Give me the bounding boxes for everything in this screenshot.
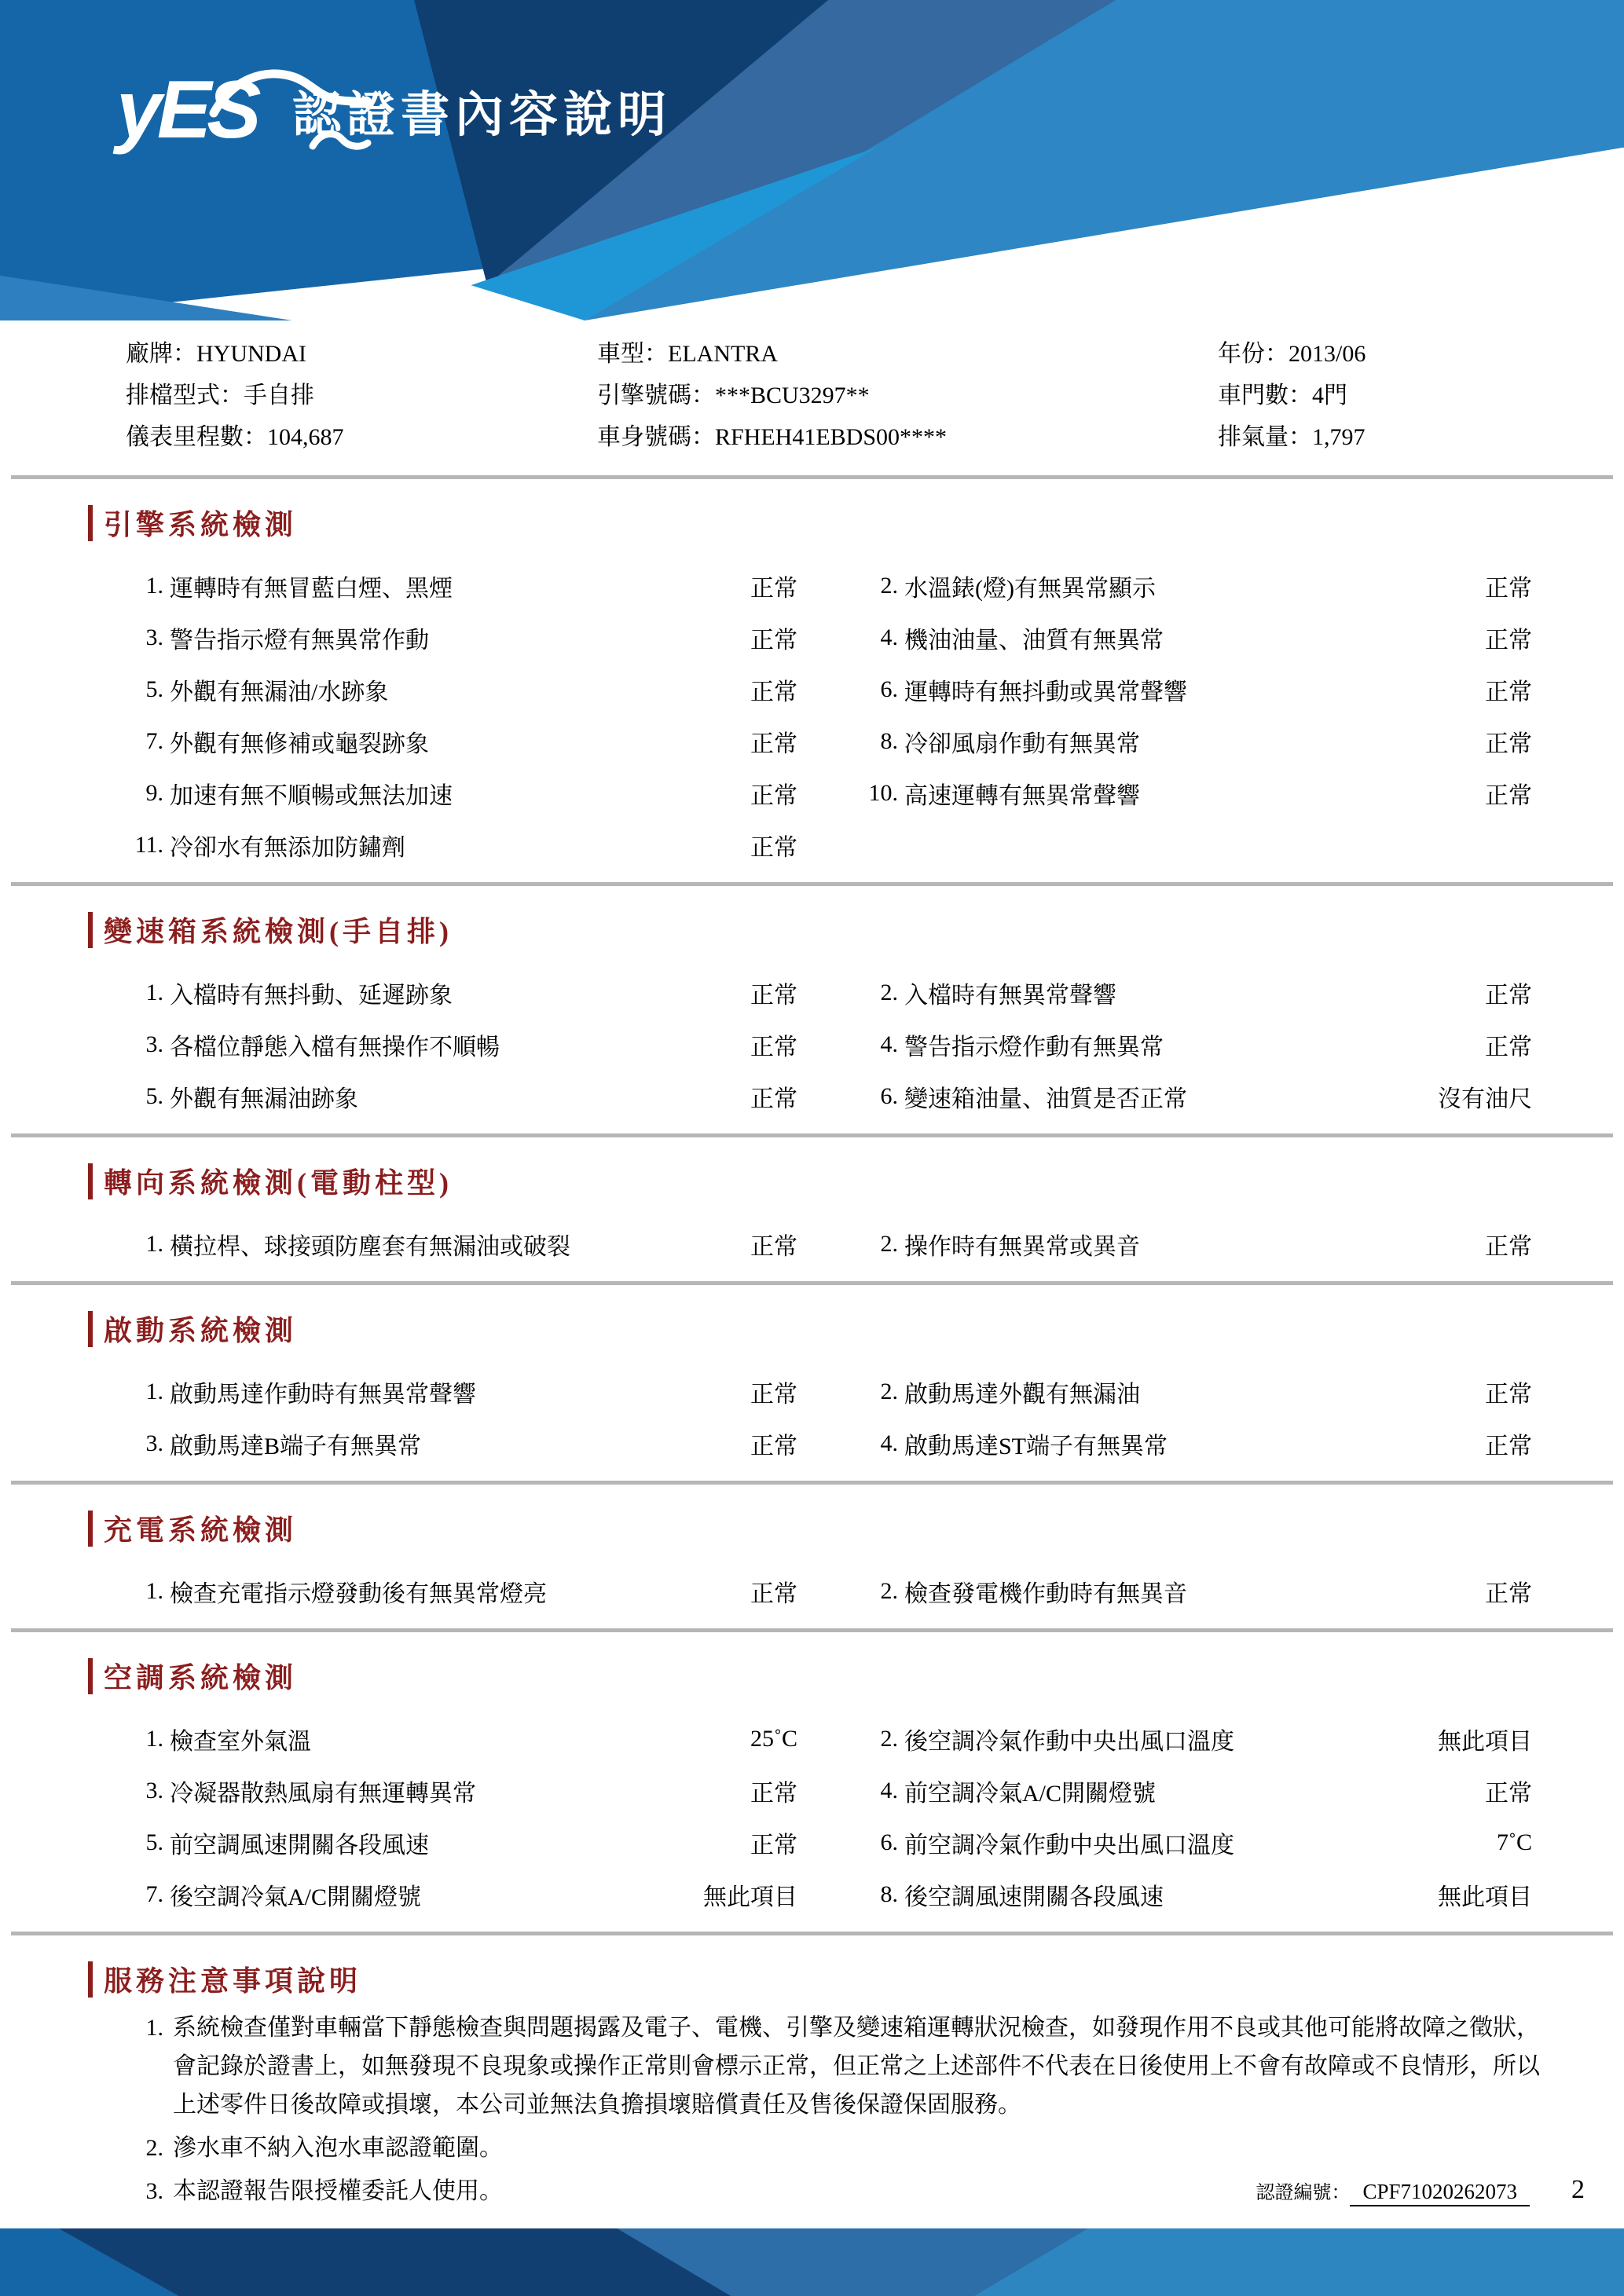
vehicle-brand: 廠牌：HYUNDAI bbox=[126, 341, 306, 367]
item-value: 正常 bbox=[1485, 1382, 1532, 1408]
section-title: 轉向系統檢測(電動柱型) bbox=[88, 1161, 1624, 1201]
inspection-item: 6. 變速箱油量、油質是否正常 沒有油尺 bbox=[852, 1071, 1532, 1122]
section-title: 充電系統檢測 bbox=[88, 1508, 1624, 1548]
item-value: 正常 bbox=[1485, 1034, 1532, 1060]
inspection-item: 3. 各檔位靜態入檔有無操作不順暢 正常 bbox=[118, 1019, 797, 1071]
inspection-item: 2. 檢查發電機作動時有無異音 正常 bbox=[852, 1565, 1532, 1617]
section-divider bbox=[11, 475, 1613, 479]
inspection-item: 6. 運轉時有無抖動或異常聲響 正常 bbox=[852, 664, 1532, 716]
item-value: 正常 bbox=[1485, 576, 1532, 602]
section-title: 空調系統檢測 bbox=[88, 1656, 1624, 1696]
yes-logo-text: yES bbox=[116, 64, 257, 156]
item-value: 正常 bbox=[750, 1434, 797, 1459]
vehicle-odometer: 儀表里程數：104,687 bbox=[126, 424, 344, 450]
page-number: 2 bbox=[1571, 2175, 1585, 2204]
item-value: 正常 bbox=[750, 1034, 797, 1060]
section-title: 引擎系統檢測 bbox=[88, 503, 1624, 543]
section-aircon bbox=[0, 1656, 1624, 1935]
note-item: 1. 系統檢查僅對車輛當下靜態檢查與問題揭露及電子、電機、引擎及變速箱運轉狀況檢查，如發現作用不良或其他可能將故障之徵狀，會記錄於證書上，如無發現不良現象或操作正常則會標示正常，但正常之上述部件不代表在日後使用上不會有故障或不良情形，所以上述零件日後故障或損壞，本公司並無法負擔損壞賠償責任及售後保證保固服務。 bbox=[145, 2015, 1540, 2118]
item-value: 正常 bbox=[750, 1581, 797, 1607]
inspection-item: 7. 後空調冷氣A/C開關燈號 無此項目 bbox=[118, 1869, 797, 1921]
inspection-item: 10. 高速運轉有無異常聲響 正常 bbox=[852, 767, 1532, 819]
certificate-number-field bbox=[1256, 2172, 1577, 2213]
inspection-item: 3. 警告指示燈有無異常作動 正常 bbox=[118, 612, 797, 664]
item-value: 正常 bbox=[1485, 1234, 1532, 1260]
note-item: 3. 本認證報告限授權委託人使用。 認證編號： CPF71020262073 bbox=[0, 2172, 1624, 2213]
item-value: 正常 bbox=[750, 576, 797, 602]
inspection-item: 5. 外觀有無漏油/水跡象 正常 bbox=[118, 664, 797, 716]
section-transmission bbox=[0, 910, 1624, 1137]
inspection-item: 1. 運轉時有無冒藍白煙、黑煙 正常 bbox=[118, 560, 797, 612]
inspection-item: 4. 機油油量、油質有無異常 正常 bbox=[852, 612, 1532, 664]
vehicle-info bbox=[0, 320, 1624, 469]
note-item: 2. 滲水車不納入泡水車認證範圍。 bbox=[145, 2135, 503, 2161]
title-bar bbox=[88, 1511, 93, 1547]
certificate-number: CPF71020262073 bbox=[1350, 2180, 1530, 2206]
item-value: 正常 bbox=[750, 1781, 797, 1807]
section-divider bbox=[11, 1481, 1613, 1485]
section-starter bbox=[0, 1309, 1624, 1485]
title-bar bbox=[88, 1163, 93, 1199]
inspection-item: 3. 冷凝器散熱風扇有無運轉異常 正常 bbox=[118, 1765, 797, 1817]
inspection-item: 1. 檢查充電指示燈發動後有無異常燈亮 正常 bbox=[118, 1565, 797, 1617]
item-value: 正常 bbox=[750, 835, 797, 861]
item-value: 正常 bbox=[750, 1382, 797, 1408]
item-value: 7˚C bbox=[1497, 1829, 1532, 1855]
section-service-notes bbox=[0, 1959, 1624, 2221]
item-value: 正常 bbox=[750, 783, 797, 809]
inspection-item: 1. 入檔時有無抖動、延遲跡象 正常 bbox=[118, 967, 797, 1019]
certificate-number-label: 認證編號： bbox=[1256, 2183, 1351, 2203]
item-value: 無此項目 bbox=[1438, 1884, 1532, 1910]
item-value: 正常 bbox=[1485, 1434, 1532, 1459]
inspection-item: 9. 加速有無不順暢或無法加速 正常 bbox=[118, 767, 797, 819]
item-value: 正常 bbox=[1485, 1781, 1532, 1807]
vehicle-vin: 車身號碼：RFHEH41EBDS00**** bbox=[597, 424, 948, 450]
vehicle-transmission-type: 排檔型式：手自排 bbox=[126, 383, 314, 408]
item-value: 正常 bbox=[1485, 679, 1532, 705]
inspection-item: 1. 橫拉桿、球接頭防塵套有無漏油或破裂 正常 bbox=[118, 1218, 797, 1270]
section-divider bbox=[11, 1281, 1613, 1285]
inspection-item: 11. 冷卻水有無添加防鏽劑 正常 bbox=[118, 819, 797, 871]
header-banner bbox=[0, 0, 1624, 320]
inspection-item: 5. 外觀有無漏油跡象 正常 bbox=[118, 1071, 797, 1122]
title-bar bbox=[88, 1658, 93, 1694]
inspection-item: 3. 啟動馬達B端子有無異常 正常 bbox=[118, 1418, 797, 1470]
inspection-item: 6. 前空調冷氣作動中央出風口溫度 7˚C bbox=[880, 1829, 1532, 1858]
item-value: 正常 bbox=[750, 731, 797, 757]
section-title: 變速箱系統檢測(手自排) bbox=[88, 910, 1624, 950]
inspection-item: 2. 啟動馬達外觀有無漏油 正常 bbox=[852, 1366, 1532, 1418]
inspection-item: 4. 警告指示燈作動有無異常 正常 bbox=[852, 1019, 1532, 1071]
inspection-item: 8. 後空調風速開關各段風速 無此項目 bbox=[852, 1869, 1532, 1921]
vehicle-doors: 車門數：4門 bbox=[1218, 383, 1347, 408]
inspection-item: 2. 後空調冷氣作動中央出風口溫度 無此項目 bbox=[852, 1713, 1532, 1765]
item-value: 沒有油尺 bbox=[1438, 1086, 1532, 1112]
inspection-item: 2. 入檔時有無異常聲響 正常 bbox=[852, 967, 1532, 1019]
title-bar bbox=[88, 505, 93, 541]
section-title: 服務注意事項說明 bbox=[88, 1959, 1624, 1999]
item-value: 正常 bbox=[1485, 783, 1532, 809]
inspection-item: 1. 檢查室外氣溫 25˚C bbox=[145, 1726, 797, 1755]
footer-banner bbox=[0, 2228, 1624, 2296]
item-value: 正常 bbox=[1485, 628, 1532, 654]
item-value: 無此項目 bbox=[1438, 1729, 1532, 1755]
inspection-item: 2. 操作時有無異常或異音 正常 bbox=[852, 1218, 1532, 1270]
section-divider bbox=[11, 1133, 1613, 1137]
inspection-item: 8. 冷卻風扇作動有無異常 正常 bbox=[852, 716, 1532, 767]
inspection-item: 5. 前空調風速開關各段風速 正常 bbox=[118, 1817, 797, 1869]
item-value: 正常 bbox=[750, 983, 797, 1009]
section-title: 啟動系統檢測 bbox=[88, 1309, 1624, 1349]
item-value: 無此項目 bbox=[703, 1884, 797, 1910]
section-divider bbox=[11, 1628, 1613, 1632]
vehicle-model: 車型：ELANTRA bbox=[597, 341, 778, 367]
item-value: 正常 bbox=[750, 1234, 797, 1260]
section-divider bbox=[11, 882, 1613, 886]
vehicle-engine-no: 引擎號碼：***BCU3297** bbox=[597, 383, 870, 408]
title-bar bbox=[88, 1961, 93, 1998]
section-engine bbox=[0, 503, 1624, 886]
item-value: 正常 bbox=[750, 1833, 797, 1858]
section-charging bbox=[0, 1508, 1624, 1632]
item-value: 25˚C bbox=[750, 1726, 797, 1752]
item-value: 正常 bbox=[750, 1086, 797, 1112]
inspection-item: 1. 啟動馬達作動時有無異常聲響 正常 bbox=[118, 1366, 797, 1418]
section-divider bbox=[11, 1932, 1613, 1935]
inspection-item: 4. 啟動馬達ST端子有無異常 正常 bbox=[852, 1418, 1532, 1470]
item-value: 正常 bbox=[1485, 983, 1532, 1009]
vehicle-displacement: 排氣量：1,797 bbox=[1218, 424, 1366, 450]
section-steering bbox=[0, 1161, 1624, 1285]
inspection-item: 7. 外觀有無修補或龜裂跡象 正常 bbox=[118, 716, 797, 767]
title-bar bbox=[88, 1311, 93, 1347]
title-bar bbox=[88, 912, 93, 948]
inspection-item: 4. 前空調冷氣A/C開關燈號 正常 bbox=[852, 1765, 1532, 1817]
item-value: 正常 bbox=[1485, 731, 1532, 757]
item-value: 正常 bbox=[1485, 1581, 1532, 1607]
vehicle-year: 年份：2013/06 bbox=[1218, 341, 1366, 367]
item-value: 正常 bbox=[750, 628, 797, 654]
page-title: 認證書內容說明 bbox=[292, 88, 673, 142]
item-value: 正常 bbox=[750, 679, 797, 705]
inspection-item: 2. 水溫錶(燈)有無異常顯示 正常 bbox=[852, 560, 1532, 612]
